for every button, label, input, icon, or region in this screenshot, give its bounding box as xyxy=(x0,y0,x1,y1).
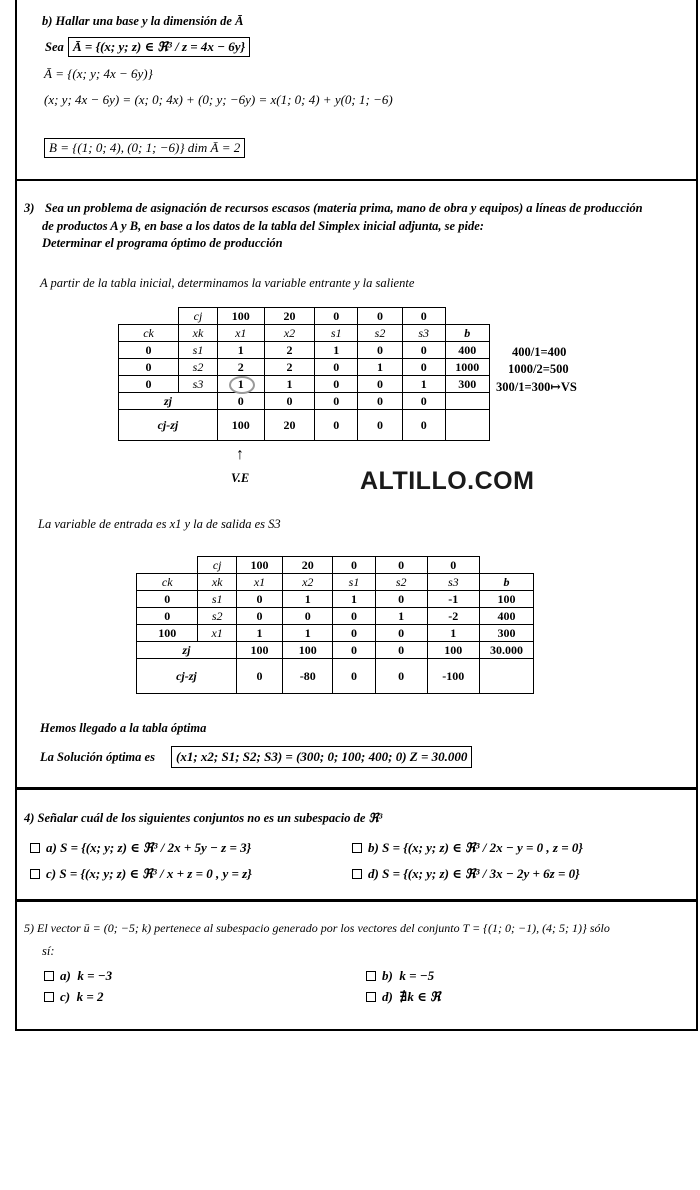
q4-prompt: 4) Señalar cuál de los siguientes conjuntos no es un subespacio de ℜ³ xyxy=(24,811,383,825)
simplex-optimal-table xyxy=(136,556,534,694)
header-cell: x2 xyxy=(283,574,333,591)
cell: -1 xyxy=(427,591,479,608)
cell: 0 xyxy=(217,393,264,410)
option-text: k = −3 xyxy=(77,968,113,983)
table-row xyxy=(137,591,534,608)
table-row xyxy=(119,393,490,410)
cell: 1 xyxy=(236,625,282,642)
cell: 400 xyxy=(445,342,489,359)
cell: 0 xyxy=(315,376,358,393)
cell: 0 xyxy=(402,359,445,376)
cell: 0 xyxy=(333,642,375,659)
table-row xyxy=(119,376,490,393)
cjzj-label: cj-zj xyxy=(119,410,218,441)
cell: s2 xyxy=(198,608,236,625)
cell: 0 xyxy=(402,308,445,325)
cell: 0 xyxy=(333,557,375,574)
sea-label: Sea xyxy=(45,40,64,54)
cell: 100 xyxy=(217,410,264,441)
cell: s1 xyxy=(179,342,218,359)
cell: 1 xyxy=(333,591,375,608)
q5-option-c[interactable] xyxy=(44,989,104,1005)
cell: 0 xyxy=(119,376,179,393)
cell: 300 xyxy=(479,625,533,642)
table-row xyxy=(137,625,534,642)
table-row xyxy=(119,410,490,441)
cell: 0 xyxy=(119,359,179,376)
cell: 0 xyxy=(375,659,427,694)
table-row xyxy=(119,359,490,376)
cell: 0 xyxy=(315,308,358,325)
option-text: k = 2 xyxy=(76,989,104,1004)
cell: 0 xyxy=(283,608,333,625)
cell: 1 xyxy=(283,625,333,642)
pivot-cell xyxy=(217,376,264,393)
cell: -100 xyxy=(427,659,479,694)
cell: 0 xyxy=(375,625,427,642)
option-text: k = −5 xyxy=(399,968,435,983)
cell: 0 xyxy=(358,342,403,359)
table-row xyxy=(137,608,534,625)
option-label: d) xyxy=(368,866,379,881)
cell: 0 xyxy=(402,342,445,359)
q5-prompt-line-1: 5) El vector ū = (0; −5; k) pertenece al subespacio generado por los vectores del conjunto T = {(1; 0; −1), (4; 5; 1)} sólo xyxy=(24,921,610,935)
checkbox[interactable] xyxy=(366,971,376,981)
cell: 1 xyxy=(375,608,427,625)
option-label: a) xyxy=(46,840,57,855)
cell: 20 xyxy=(283,557,333,574)
option-text: S = {(x; y; z) ∈ ℜ³ / 2x + 5y − z = 3} xyxy=(60,840,252,855)
q3-text-line-2: de productos A y B, en base a los datos de la tabla del Simplex inicial adjunta, se pide: xyxy=(42,219,484,233)
cell: 20 xyxy=(264,308,315,325)
cell: 2 xyxy=(217,359,264,376)
cell: 0 xyxy=(358,410,403,441)
option-text: S = {(x; y; z) ∈ ℜ³ / 3x − 2y + 6z = 0} xyxy=(382,866,580,881)
option-label: a) xyxy=(60,968,71,983)
q5-option-d[interactable] xyxy=(366,989,441,1005)
cell: 1 xyxy=(358,359,403,376)
checkbox[interactable] xyxy=(44,971,54,981)
section-question-5 xyxy=(15,900,698,1031)
cell: 1 xyxy=(402,376,445,393)
cjzj-label: cj-zj xyxy=(137,659,237,694)
header-cell: ck xyxy=(137,574,198,591)
entry-exit-text: La variable de entrada es x1 y la de salida es S3 xyxy=(38,517,281,531)
cell: 0 xyxy=(119,342,179,359)
cell: 1 xyxy=(217,342,264,359)
ratio-2: 1000/2=500 xyxy=(508,362,569,376)
cell: 100 xyxy=(137,625,198,642)
option-label: c) xyxy=(46,866,57,881)
cell: 100 xyxy=(236,642,282,659)
cell: 100 xyxy=(236,557,282,574)
cell: 0 xyxy=(236,659,282,694)
cell: 0 xyxy=(358,308,403,325)
ratio-3: 300/1=300↦VS xyxy=(496,380,577,394)
cell: 1 xyxy=(264,376,315,393)
cell: s2 xyxy=(179,359,218,376)
header-cell: s2 xyxy=(358,325,403,342)
cell: 0 xyxy=(375,642,427,659)
header-cell: x1 xyxy=(236,574,282,591)
cell: 1 xyxy=(427,625,479,642)
cell: s1 xyxy=(198,591,236,608)
header-cell: b xyxy=(445,325,489,342)
cell: 0 xyxy=(333,659,375,694)
simplex-initial-table xyxy=(118,307,490,441)
header-cell: xk xyxy=(198,574,236,591)
header-cell: xk xyxy=(179,325,218,342)
cell: 1000 xyxy=(445,359,489,376)
q4-option-c[interactable] xyxy=(30,866,252,882)
cell: 0 xyxy=(333,625,375,642)
q5-option-a[interactable] xyxy=(44,968,112,984)
cell: 0 xyxy=(315,410,358,441)
table-row xyxy=(119,325,490,342)
header-cell: b xyxy=(479,574,533,591)
cell: 0 xyxy=(315,393,358,410)
ratio-1: 400/1=400 xyxy=(512,345,567,359)
header-cell: x1 xyxy=(217,325,264,342)
cell: -2 xyxy=(427,608,479,625)
zj-label: zj xyxy=(119,393,218,410)
option-label: b) xyxy=(382,968,393,983)
header-cell: ck xyxy=(119,325,179,342)
cell: 100 xyxy=(479,591,533,608)
checkbox[interactable] xyxy=(352,843,362,853)
optimal-reached-text: Hemos llegado a la tabla óptima xyxy=(40,721,207,735)
cell: x1 xyxy=(198,625,236,642)
section-question-3 xyxy=(15,181,698,789)
option-text: S = {(x; y; z) ∈ ℜ³ / x + z = 0 , y = z} xyxy=(59,866,252,881)
q5-option-b[interactable] xyxy=(366,968,434,984)
table-row xyxy=(119,342,490,359)
checkbox[interactable] xyxy=(44,992,54,1002)
header-cell: s3 xyxy=(402,325,445,342)
up-arrow-icon: ↑ xyxy=(236,446,244,463)
cell: 300 xyxy=(445,376,489,393)
cell: 2 xyxy=(264,342,315,359)
checkbox[interactable] xyxy=(30,869,40,879)
cell: 0 xyxy=(375,557,427,574)
header-cell: s2 xyxy=(375,574,427,591)
cell: 0 xyxy=(264,393,315,410)
checkbox[interactable] xyxy=(352,869,362,879)
cell: 0 xyxy=(358,376,403,393)
header-cell: s1 xyxy=(333,574,375,591)
solution-label: La Solución óptima es xyxy=(40,750,155,764)
cell: 20 xyxy=(264,410,315,441)
optimal-solution: (x1; x2; S1; S2; S3) = (300; 0; 100; 400; 0) Z = 30.000 xyxy=(171,746,472,768)
q4-option-b[interactable] xyxy=(352,840,583,856)
cell: 0 xyxy=(427,557,479,574)
cell: 0 xyxy=(402,393,445,410)
checkbox[interactable] xyxy=(30,843,40,853)
cj-label: cj xyxy=(198,557,236,574)
cell: 100 xyxy=(427,642,479,659)
header-cell: s1 xyxy=(315,325,358,342)
cell: 0 xyxy=(375,591,427,608)
option-text: S = {(x; y; z) ∈ ℜ³ / 2x − y = 0 , z = 0} xyxy=(382,840,583,855)
cell: 2 xyxy=(264,359,315,376)
watermark-logo: ALTILLO.COM xyxy=(360,467,535,495)
checkbox[interactable] xyxy=(366,992,376,1002)
cell: 100 xyxy=(217,308,264,325)
cell: 0 xyxy=(236,591,282,608)
header-cell: x2 xyxy=(264,325,315,342)
zj-label: zj xyxy=(137,642,237,659)
basis-result: B = {(1; 0; 4), (0; 1; −6)} dim Ā = 2 xyxy=(44,138,245,158)
q3-number: 3) xyxy=(24,201,35,215)
q4-option-d[interactable] xyxy=(352,866,580,882)
table-row xyxy=(137,659,534,694)
cell: 0 xyxy=(137,591,198,608)
cell: s3 xyxy=(179,376,218,393)
pivot-value: 1 xyxy=(237,376,244,391)
entering-variable-label: V.E xyxy=(231,471,250,485)
part-b-heading: b) Hallar una base y la dimensión de Ā xyxy=(42,14,244,28)
cell: 0 xyxy=(333,608,375,625)
pivot-circle-icon xyxy=(229,376,255,394)
table-row xyxy=(137,574,534,591)
cell: 1 xyxy=(315,342,358,359)
table-row xyxy=(137,642,534,659)
cell: 400 xyxy=(479,608,533,625)
header-cell: s3 xyxy=(427,574,479,591)
q4-option-a[interactable] xyxy=(30,840,251,856)
cj-label: cj xyxy=(179,308,218,325)
q3-text-line-1: Sea un problema de asignación de recursos escasos (materia prima, mano de obra y equipos) a líneas de producción xyxy=(45,201,643,215)
set-definition: Ā = {(x; y; z) ∈ ℜ³ / z = 4x − 6y} xyxy=(68,37,250,57)
option-label: c) xyxy=(60,989,71,1004)
cell: 0 xyxy=(236,608,282,625)
cell: 0 xyxy=(402,410,445,441)
q3-text-line-3: Determinar el programa óptimo de producción xyxy=(42,236,283,250)
cell: 0 xyxy=(315,359,358,376)
option-label: d) xyxy=(382,989,393,1004)
cell: 1 xyxy=(283,591,333,608)
cell: 30.000 xyxy=(479,642,533,659)
cell: 100 xyxy=(283,642,333,659)
option-label: b) xyxy=(368,840,379,855)
q3-intro: A partir de la tabla inicial, determinamos la variable entrante y la saliente xyxy=(40,276,415,290)
equation-line-1: Ā = {(x; y; 4x − 6y)} xyxy=(44,66,153,81)
q5-prompt-line-2: sí: xyxy=(42,944,55,958)
cell: 0 xyxy=(358,393,403,410)
cell: 0 xyxy=(137,608,198,625)
equation-line-2: (x; y; 4x − 6y) = (x; 0; 4x) + (0; y; −6y) = x(1; 0; 4) + y(0; 1; −6) xyxy=(44,92,393,107)
option-text: ∄k ∈ ℜ xyxy=(399,989,441,1004)
cell: -80 xyxy=(283,659,333,694)
